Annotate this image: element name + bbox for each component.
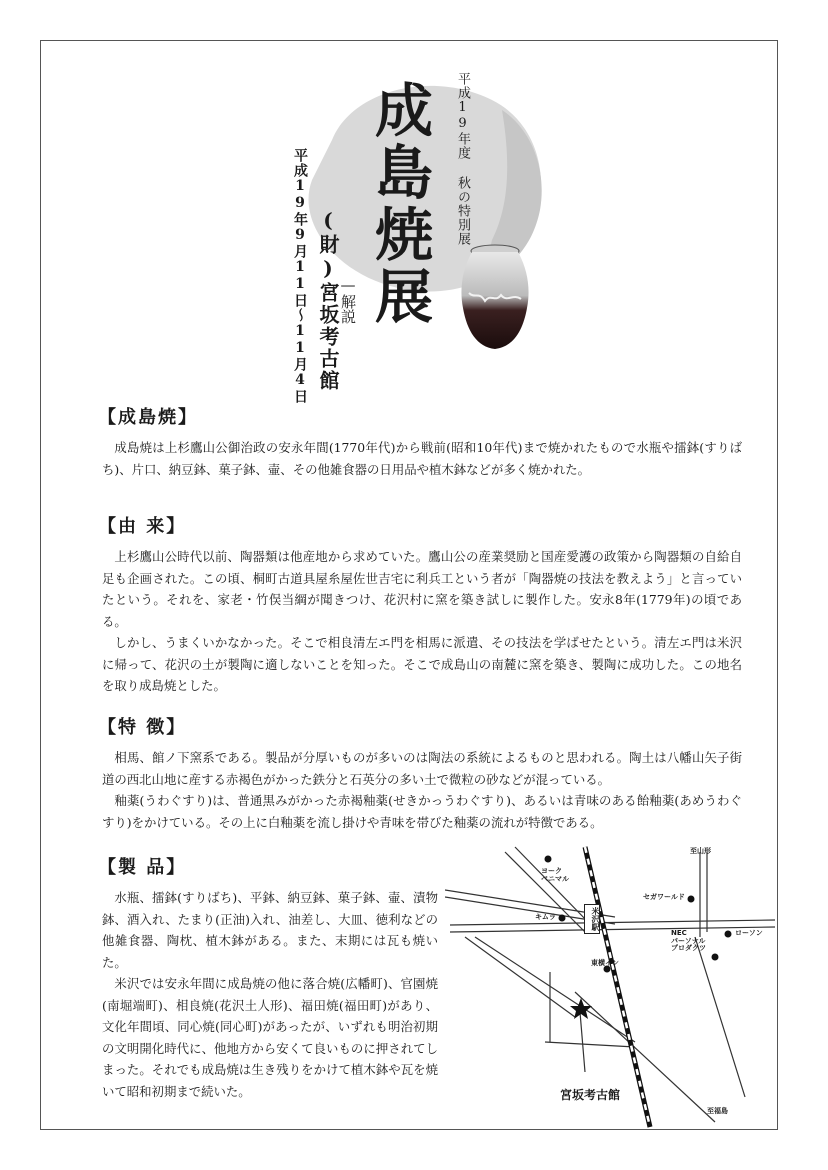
section-features [98, 713, 742, 833]
label-nec: NEC パーソナル プロダクツ [671, 929, 706, 953]
heading-features: 【特 徴】 [98, 717, 187, 738]
paragraph: 米沢では安永年間に成島焼の他に落合焼(広幡町)、官園焼(南堀端町)、相良焼(花沢土人形)、福田焼(福田町)があり、文化年間頃、同心焼(同心町)があったが、いずれも明治初期の文明開化時代に、他地方から安くて良いものに押されてしまった。それでも成島焼は生き残りをかけて植木鉢や瓦を焼いて昭和初期まで続いた。 [102, 976, 438, 1099]
label-kimura: キムラ [535, 913, 556, 921]
landmark-dot [712, 954, 719, 961]
heading-origin: 【由 来】 [98, 516, 187, 537]
label-lawson: ローソン [735, 929, 763, 937]
page-title: 成島焼展 [365, 80, 433, 328]
label-toyoko-inn: 東横イン [591, 959, 619, 967]
landmark-dot [725, 931, 732, 938]
heading-naruhime: 【成島焼】 [98, 407, 198, 428]
label-fukushima: 至福島 [707, 1107, 728, 1115]
pottery-jar-illustration [455, 243, 535, 353]
section-products [98, 853, 438, 1102]
label-sega-world: セガワールド [643, 893, 685, 901]
railway-line [585, 847, 650, 1127]
section-naruhime [98, 403, 742, 480]
paragraph: 相馬、館ノ下窯系である。製品が分厚いものが多いのは陶法の系統によるものと思われる。陶土は八幡山矢子街道の西北山地に産する赤褐色がかった鉄分と石英分の多い土で微粒の砂などが混っている。 [102, 750, 742, 787]
museum-name: (財)宮坂考古館 [316, 208, 340, 392]
paragraph: 上杉鷹山公時代以前、陶器類は他産地から求めていた。鷹山公の産業奨励と国産愛護の政策から陶器類の自給自足も企画された。この頃、桐町古道具屋糸屋佐世吉宅に利兵工という者が「陶器焼の技法を教えよう」と言っていたという。それを、家老・竹俣当綱が聞きつけ、花沢村に窯を築き試しに製作した。安永8年(1779年)の頃である。 [102, 549, 742, 629]
landmark-dot [688, 896, 695, 903]
label-museum: 宮坂考古館 [560, 1088, 621, 1102]
access-map [445, 842, 780, 1132]
paragraph: 成島焼は上杉鷹山公御治政の安永年間(1770年代)から戦前(昭和10年代)まで焼かれたもので水瓶や擂鉢(すりばち)、片口、納豆鉢、菓子鉢、壷、その他雑食器の日用品や植木鉢などが多く焼かれた。 [102, 440, 742, 477]
paragraph: 水瓶、擂鉢(すりばち)、平鉢、納豆鉢、菓子鉢、壷、漬物鉢、酒入れ、たまり(正油)入れ、油差し、大皿、徳利などの他雑食器、陶枕、植木鉢がある。また、末期には瓦も焼いた。 [102, 890, 438, 970]
landmark-dot [545, 856, 552, 863]
heading-products: 【製 品】 [98, 857, 187, 878]
exhibition-dates: 平成19年9月11日〜11月4日 [292, 148, 308, 404]
subtitle: —解説 [339, 276, 357, 324]
paragraph: しかし、うまくいかなかった。そこで相良清左エ門を相馬に派遣、その技法を学ばせたという。清左エ門は米沢に帰って、花沢の土が製陶に適しないことを知った。そこで成島山の南麓に窯を築き、製陶に成功した。この地名を取り成島焼とした。 [102, 635, 742, 693]
landmark-dot [559, 915, 566, 922]
label-york-benimaru: ヨーク ベニマル [541, 867, 569, 883]
paragraph: 釉薬(うわぐすり)は、普通黒みがかった赤褐釉薬(せきかっうわぐすり)、あるいは青味のある飴釉薬(あめうわぐすり)をかけている。その上に白釉薬を流し掛けや青味を帯びた釉薬の流れが特徴である。 [102, 793, 742, 830]
exhibition-season: 平成19年度 秋の特別展 [455, 72, 470, 246]
section-origin [98, 512, 742, 697]
label-yonezawa-station: 米沢駅 [584, 904, 600, 934]
label-yamagata: 至山形 [690, 847, 711, 855]
